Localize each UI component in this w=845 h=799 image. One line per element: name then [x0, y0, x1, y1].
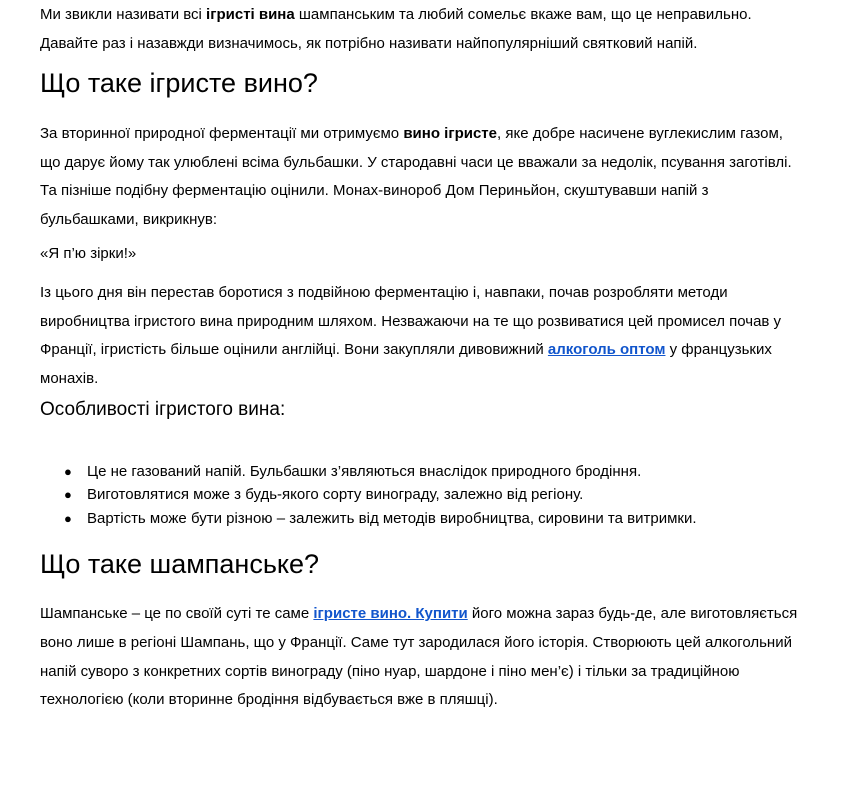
bold-text-segment: ігристі вина	[206, 6, 295, 23]
text-segment: Ми звикли називати всі	[40, 6, 207, 23]
feature-list-item: ● Вартість може бути різною – залежить від методів виробництва, сировини та витримки.	[87, 507, 801, 531]
text-segment: шампанським та любий сомельє вкаже вам, що це неправильно. Давайте раз і назавжди визначимось, як потрібно називати найпопулярніший святковий напій.	[40, 6, 752, 52]
quote-paragraph: «Я п’ю зірки!»	[40, 244, 137, 262]
text-segment: його можна зараз будь-де, але виготовляється воно лише в регіоні Шампань, що у Франції. Саме тут зародилася його історія. Створюють цей алкогольний напій суворо з конкретних сортів винограду (піно нуар, шардоне і піно мен’є) і тільки за традиційною технологією (коли вторинне бродіння відбувається вже в пляшці).	[40, 605, 798, 709]
text-segment: у французьких монахів.	[40, 341, 772, 388]
history-paragraph	[40, 279, 801, 394]
bold-text-segment: вино ігристе	[403, 124, 497, 142]
subheading-features: Особливості ігристого вина:	[40, 399, 286, 421]
text-segment: Шампанське – це по своїй суті те саме	[40, 605, 314, 623]
heading-what-is-sparkling-wine: Що таке ігристе вино?	[40, 68, 318, 99]
heading-what-is-champagne: Що таке шампанське?	[40, 548, 320, 579]
text-segment: , яке добре насичене вуглекислим газом, що дарує йому так улюблені всіма бульбашки. У стародавні часи це вважали за недолік, псування заготівлі. Та пізніше подібну ферментацію оцінили. Монах-винороб Дом Периньйон, скуштувавши напій з бульбашками, викрикнув:	[40, 124, 792, 229]
fermentation-paragraph	[40, 120, 801, 235]
champagne-paragraph	[40, 600, 801, 715]
inline-text-link[interactable]: алкоголь оптом	[547, 341, 666, 359]
feature-list-item: ● Це не газований напій. Бульбашки з’являються внаслідок природного бродіння.	[87, 460, 801, 484]
feature-list-item: ● Виготовлятися може з будь-якого сорту винограду, залежно від регіону.	[87, 483, 801, 507]
inline-text-link[interactable]: ігристе вино. Купити	[313, 605, 468, 623]
text-segment: Із цього дня він перестав боротися з подвійною ферментацію і, навпаки, почав розробляти методи виробництва ігристого вина природним шляхом. Незважаючи на те що розвиватися цей промисел почав у Франції, ігристість більше оцінили англійці. Вони закупляли дивовижний	[40, 283, 782, 359]
text-segment: За вторинної природної ферментації ми отримуємо	[40, 124, 404, 142]
features-list	[40, 460, 801, 531]
intro-paragraph	[40, 1, 801, 58]
